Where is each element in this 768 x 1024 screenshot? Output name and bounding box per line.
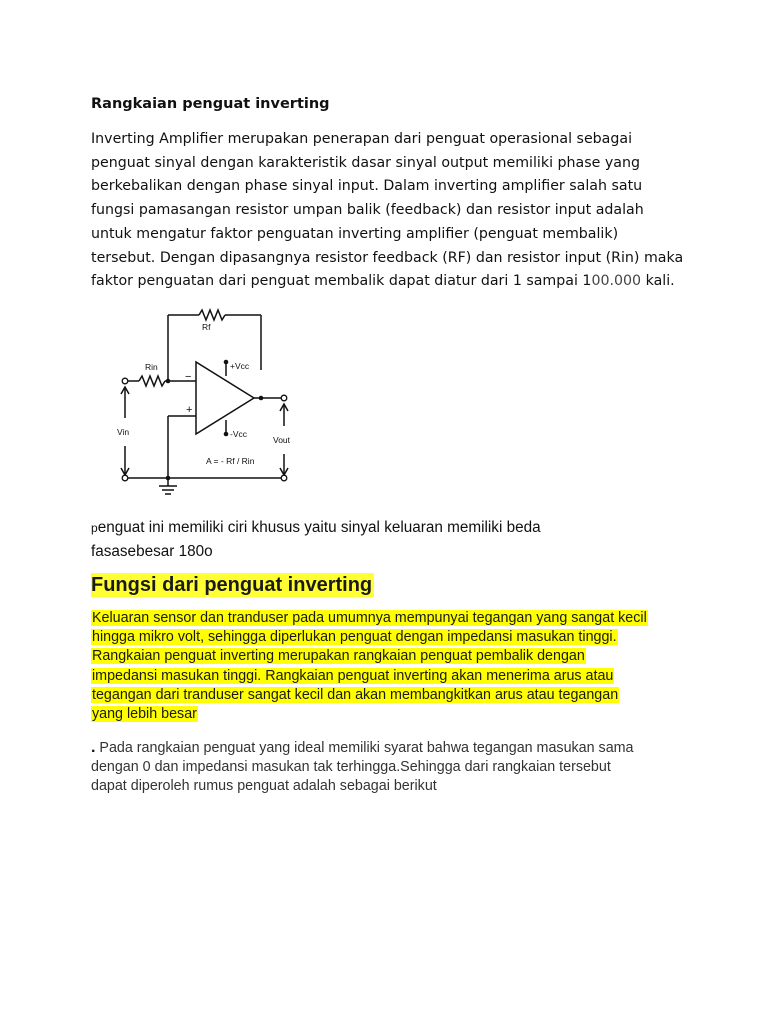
highlighted-text: hingga mikro volt, sehingga diperlukan penguat dengan impedansi masukan tinggi.	[92, 629, 617, 646]
ideal-line-1	[91, 738, 691, 758]
highlighted-line	[91, 647, 691, 666]
highlighted-text: tegangan dari tranduser sangat kecil dan akan membangkitkan arus atau tegangan	[92, 686, 619, 703]
minus-input-label: −	[185, 371, 192, 383]
highlighted-line	[91, 667, 691, 686]
highlighted-line	[91, 705, 691, 724]
characteristic-line-1: enguat ini memiliki ciri khusus yaitu sinyal keluaran memiliki beda	[97, 519, 541, 536]
highlighted-text: Keluaran sensor dan tranduser pada umumnya mempunyai tegangan yang sangat kecil	[92, 610, 647, 626]
highlighted-text: yang lebih besar	[92, 706, 197, 723]
intro-line: berkebalikan dengan phase sinyal input. Dalam inverting amplifier salah satu	[91, 178, 643, 195]
rin-label: Rin	[145, 362, 158, 372]
intro-paragraph	[91, 128, 691, 294]
op-amp-symbol	[196, 362, 254, 434]
vout-label: Vout	[273, 435, 291, 445]
highlighted-line	[91, 609, 691, 628]
section-heading: Rangkaian penguat inverting	[91, 96, 330, 112]
characteristic-first-letter: p	[91, 521, 98, 535]
intro-line: fungsi pamasangan resistor umpan balik (feedback) dan resistor input adalah	[91, 202, 644, 219]
rin-resistor	[139, 376, 165, 386]
highlighted-line	[91, 628, 691, 647]
highlighted-text: impedansi masukan tinggi. Rangkaian penguat inverting akan menerima arus atau	[92, 667, 614, 684]
circuit-wires	[121, 310, 288, 494]
intro-last-after: kali.	[641, 273, 675, 290]
intro-line: tersebut. Dengan dipasangnya resistor feedback (RF) dan resistor input (Rin) maka	[91, 249, 684, 266]
inverting-amplifier-circuit-diagram	[116, 306, 312, 506]
intro-last-line	[91, 270, 691, 294]
rf-resistor	[199, 310, 225, 320]
characteristic-line-2: fasasebesar 180o	[91, 543, 213, 560]
fungsi-heading: Fungsi dari penguat inverting	[91, 574, 373, 596]
vin-label: Vin	[117, 427, 130, 437]
highlighted-paragraph	[91, 609, 691, 724]
paragraph-bullet: .	[91, 739, 96, 756]
intro-last-number: 00.000	[591, 273, 642, 290]
characteristic-paragraph	[91, 516, 691, 564]
highlighted-text: Rangkaian penguat inverting merupakan rangkaian penguat pembalik dengan	[92, 648, 585, 665]
vcc-negative-label: -Vcc	[230, 429, 247, 439]
rf-label: Rf	[202, 322, 211, 332]
ideal-line-1-text: Pada rangkaian penguat yang ideal memiliki syarat bahwa tegangan masukan sama	[95, 740, 634, 756]
highlighted-line	[91, 686, 691, 705]
intro-line: untuk mengatur faktor penguatan inverting amplifier (penguat membalik)	[91, 225, 619, 242]
intro-line: Inverting Amplifier merupakan penerapan dari penguat operasional sebagai	[91, 131, 633, 147]
ideal-amplifier-paragraph	[91, 738, 691, 797]
intro-line: penguat sinyal dengan karakteristik dasar sinyal output memiliki phase yang	[91, 154, 640, 171]
intro-last-before: faktor penguatan dari penguat membalik dapat diatur dari 1 sampai 1	[91, 273, 592, 290]
ideal-line-3: dapat diperoleh rumus penguat adalah sebagai berikut	[91, 778, 437, 795]
plus-input-label: +	[186, 404, 193, 416]
ideal-line-2: dengan 0 dan impedansi masukan tak terhingga.Sehingga dari rangkaian tersebut	[91, 759, 611, 776]
gain-formula: A = - Rf / Rin	[206, 456, 255, 466]
vcc-positive-label: +Vcc	[230, 361, 250, 371]
